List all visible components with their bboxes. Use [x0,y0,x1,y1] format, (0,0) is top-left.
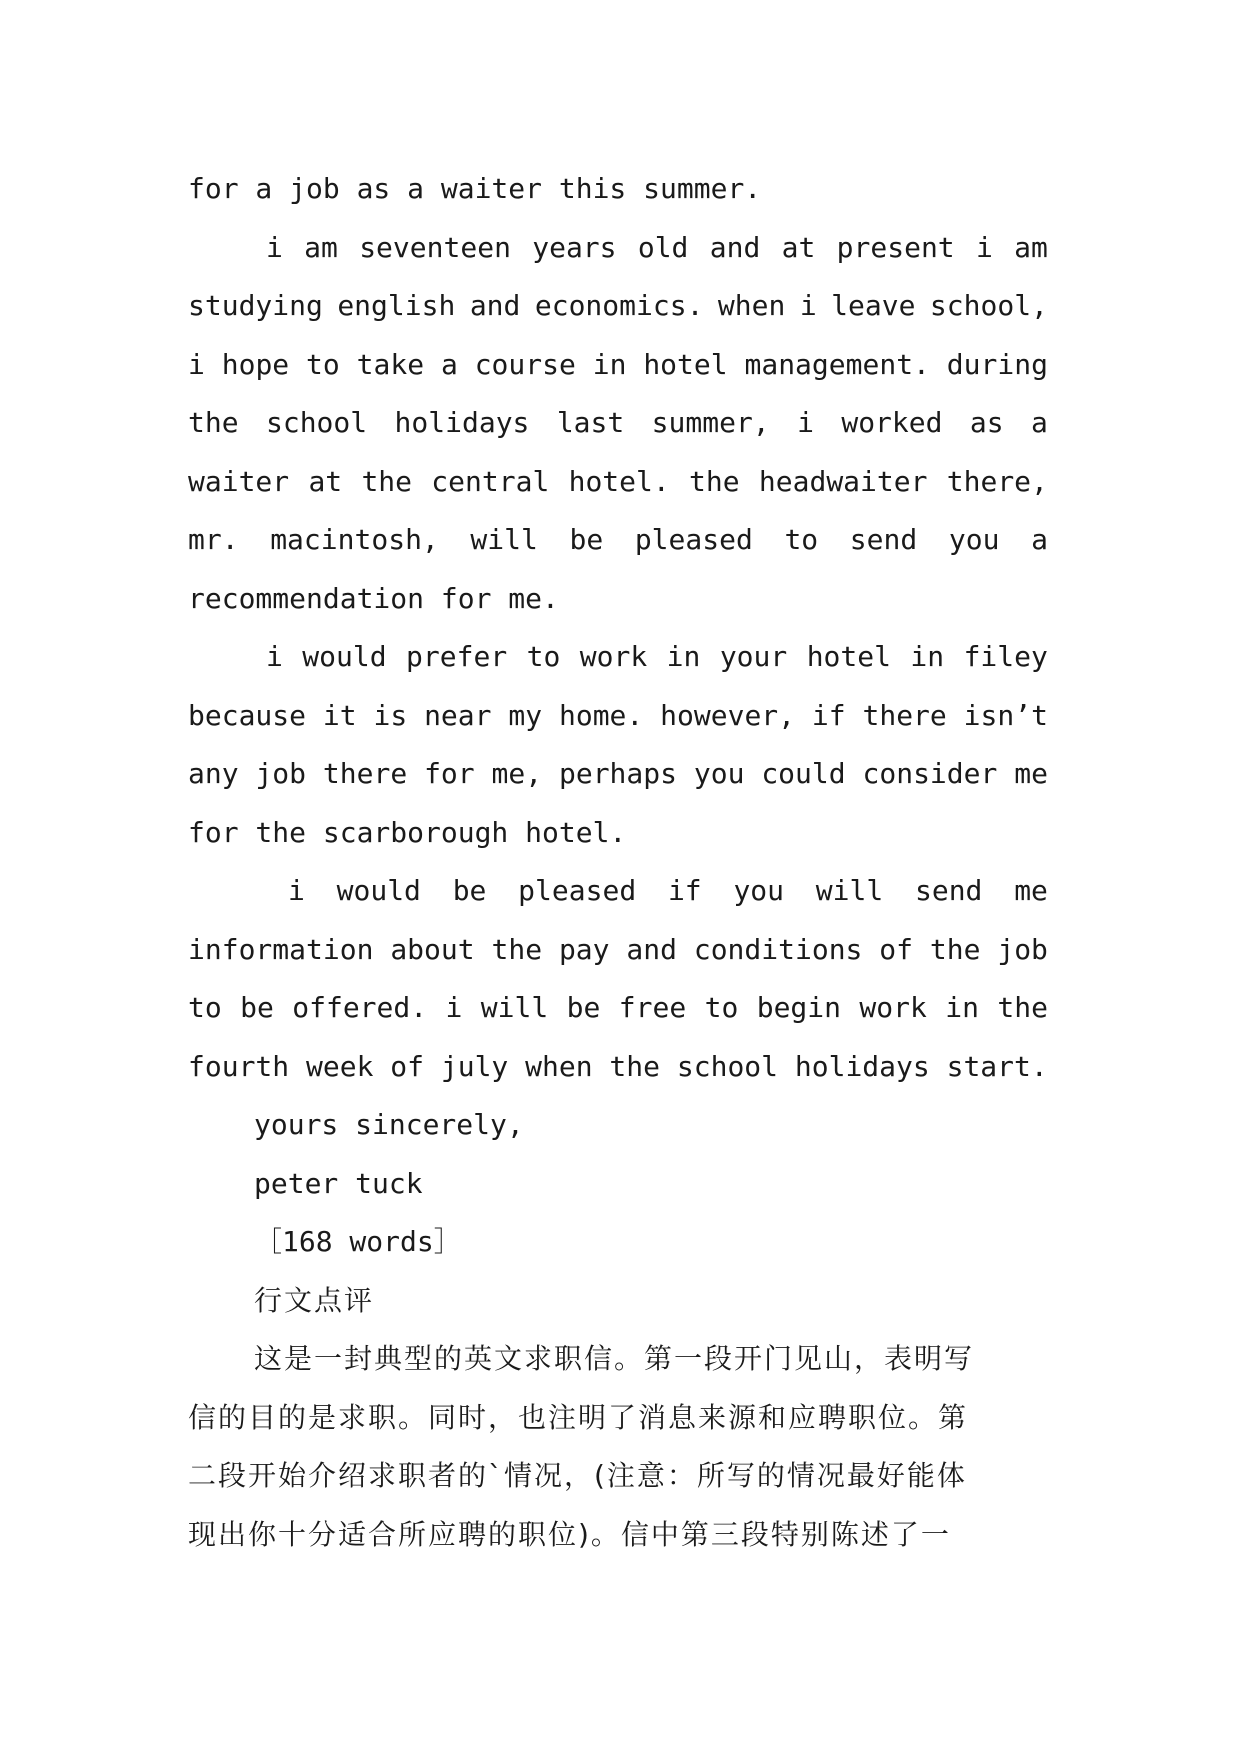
word: seventeen [359,230,511,264]
word: as [969,406,1004,439]
word: to [188,991,222,1024]
word: me [1014,757,1048,790]
word: will [470,523,538,556]
letter-line [188,628,1048,687]
word: central [431,464,550,498]
word: old [637,230,689,264]
word: job [997,932,1048,966]
word: near [424,698,492,732]
word: and [709,230,761,264]
word: the [997,991,1048,1024]
letter-line [188,687,1048,746]
word: however, [660,698,796,732]
word: is [373,698,408,732]
word: filey [963,640,1048,673]
word: school, [929,289,1048,322]
word: leave [831,289,916,322]
word: there [322,757,408,790]
paragraph-request [188,862,1048,1038]
word: hotel. [568,464,670,498]
letter-line [188,979,1048,1038]
word: work [579,640,648,673]
word: work [859,991,927,1024]
word: will [480,991,549,1024]
word: at [308,464,343,498]
word: english [337,289,456,322]
word: hotel [643,347,728,381]
word: i [266,230,283,264]
word: i [797,406,814,439]
word: job [255,757,307,790]
word: i [799,289,817,322]
word: isn’t [963,698,1048,732]
word: i [975,230,993,264]
word: during [946,347,1048,381]
letter-line: for a job as a waiter this summer. [188,172,762,205]
word: be [569,523,604,556]
letter-line [188,921,1048,980]
word: in [592,347,627,381]
word: i [266,640,283,673]
word: any [188,757,239,790]
word: me, [491,757,543,790]
word: about [390,932,475,966]
word: a [1031,523,1048,556]
word: home. [558,698,644,732]
word: to [784,523,819,556]
word: am [1014,230,1048,264]
word: for [424,757,475,790]
signature-line: peter tuck [254,1166,423,1200]
word: my [508,698,543,732]
word: conditions [693,932,863,966]
word: mr. [188,523,239,556]
word: to [704,991,739,1024]
paragraph-location [188,628,1048,804]
word: to [526,640,561,673]
word: headwaiter [758,464,928,498]
word: it [322,698,357,732]
word: macintosh, [270,523,439,556]
word: take [356,347,425,381]
word: and [626,932,677,966]
word: could [761,757,846,790]
word: there [862,698,947,732]
word: if [811,698,846,732]
word: there, [946,464,1048,498]
word: offered. [292,991,428,1024]
word: in [910,640,945,673]
closing-line: yours sincerely, [254,1108,524,1141]
word: consider [862,757,998,790]
word: the [929,932,981,966]
review-line: 信的目的是求职。同时，也注明了消息来源和应聘职位。第 [188,1400,969,1434]
word: worked [841,406,943,439]
word: the [689,464,740,498]
letter-line: fourth week of july when the school holidays start. [188,1049,1048,1083]
word: would [302,640,387,673]
word: because [188,698,307,732]
letter-line [188,511,1048,570]
word: in [945,991,979,1024]
word: prefer [406,640,508,673]
word: perhaps [558,757,677,790]
word: send [849,523,918,556]
letter-line: recommendation for me. [188,581,559,615]
letter-line [188,862,1048,921]
word: hope [221,347,290,381]
word: management. [744,347,930,381]
word: the [361,464,413,498]
word: am [304,230,338,264]
document-page [188,160,1048,1564]
word: if [667,874,702,907]
word: at [781,230,816,264]
word: summer, [651,406,770,439]
word: i [288,874,305,907]
word: send [914,874,983,907]
word: i [445,991,463,1024]
word: course [474,347,576,381]
word: studying [188,289,323,322]
word: i [188,347,205,381]
word: last [556,406,625,439]
word: be [240,991,274,1024]
review-line: 这是一封典型的英文求职信。第一段开门见山，表明写 [254,1342,975,1375]
letter-line [188,277,1048,336]
word: to [306,347,340,381]
word: in [666,640,701,673]
word: waiter [188,464,290,498]
word: information [188,932,374,966]
word: you [693,757,745,790]
letter-line [188,336,1048,395]
letter-line [188,394,1048,453]
letter-line [188,745,1048,804]
review-line: 二段开始介绍求职者的`情况，(注意：所写的情况最好能体 [188,1459,967,1492]
word: be [452,874,487,907]
word: school [265,406,368,439]
word: be [566,991,601,1024]
paragraph-experience [188,219,1048,570]
word: you [733,874,785,907]
letter-line [188,453,1048,512]
word: you [948,523,1000,556]
word: will [815,874,884,907]
review-heading: 行文点评 [254,1283,375,1317]
word-count-line: ［168 words］ [254,1225,462,1258]
word: and [469,289,521,322]
word: would [336,874,421,907]
letter-line [188,219,1048,278]
word: hotel [806,640,891,673]
word: pleased [634,523,753,556]
word: the [491,932,543,966]
word: your [719,640,788,673]
word: pleased [518,874,637,907]
word: begin [756,991,842,1024]
word: a [1031,406,1048,439]
word: of [879,932,914,966]
word: when [717,289,786,322]
word: me [1014,874,1048,907]
word: the [188,406,239,439]
word: pay [558,932,610,966]
word: free [618,991,687,1024]
review-line: 现出你十分适合所应聘的职位)。信中第三段特别陈述了一 [188,1517,951,1551]
word: economics. [534,289,704,322]
word: a [440,347,458,381]
word: holidays [394,406,530,439]
word: present [836,230,955,264]
letter-line: for the scarborough hotel. [188,815,627,849]
word: years [532,230,617,264]
